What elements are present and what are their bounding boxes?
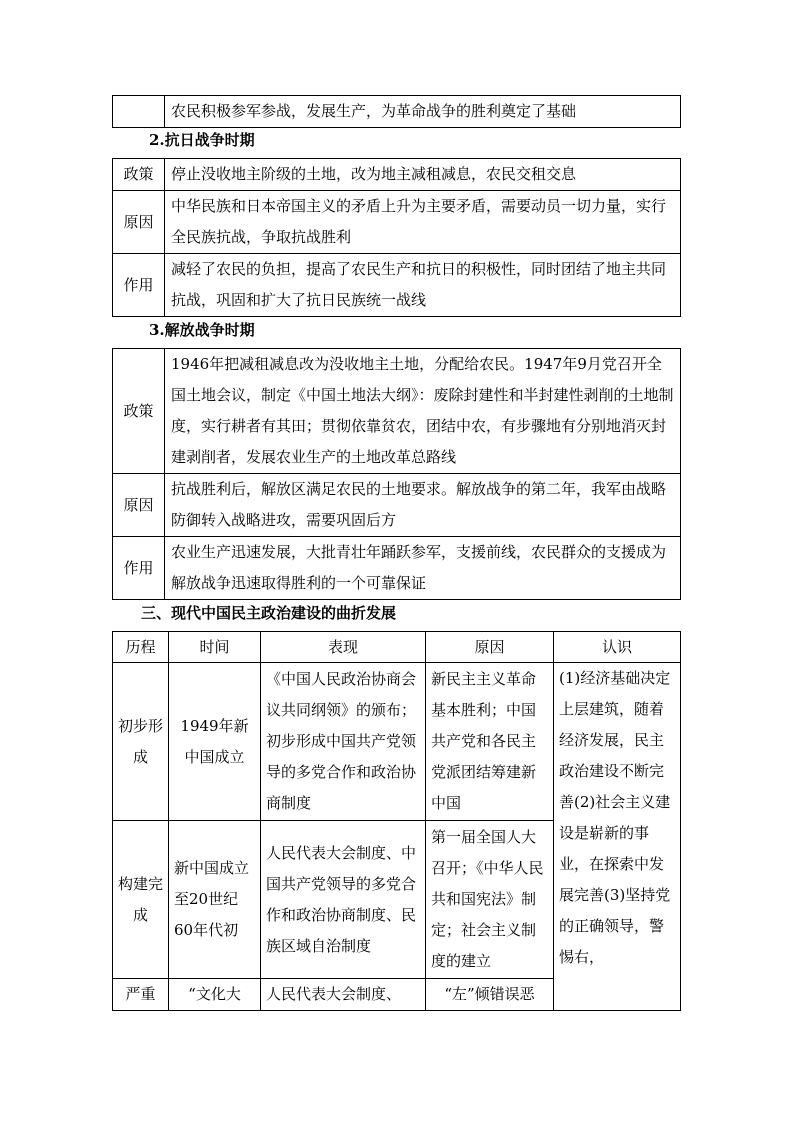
reason-cell: 新民主主义革命基本胜利；中国共产党和各民主党派团结筹建新中国: [426, 663, 554, 821]
time-cell: 1949年新中国成立: [169, 663, 261, 821]
row-label: 原因: [113, 474, 165, 537]
row-label: 政策: [113, 349, 165, 474]
row-text: 1946年把减租减息改为没收地主土地，分配给农民。1947年9月党召开全国土地会议，制定《中国土地法大纲》：废除封建性和半封建性剥削的土地制度，实行耕者有其田；贯彻依靠贫农，团结中农，有步骤地有分别地消灭封建剥削者，发展农业生产的土地改革总路线: [165, 349, 681, 474]
section-title-democracy: 三、现代中国民主政治建设的曲折发展: [141, 604, 397, 622]
section-title-anti-japanese-war: 2.抗日战争时期: [149, 131, 255, 149]
column-header: 认识: [554, 632, 681, 663]
table-democracy-development: [112, 631, 681, 1011]
time-cell: 新中国成立至20世纪60年代初: [169, 821, 261, 979]
table-land-policy-previous: [112, 95, 681, 128]
row-text: 农业生产迅速发展，大批青壮年踊跃参军，支援前线，农民群众的支援成为解放战争迅速取得胜利的一个可靠保证: [165, 537, 681, 600]
table-row: [113, 349, 681, 474]
reason-cell: “左”倾错误恶: [426, 979, 554, 1011]
table-row: [113, 254, 681, 317]
column-header: 历程: [113, 632, 169, 663]
row-text: 农民积极参军参战，发展生产，为革命战争的胜利奠定了基础: [165, 96, 681, 128]
row-label: 作用: [113, 537, 165, 600]
table-header-row: [113, 632, 681, 663]
row-text: 停止没收地主阶级的土地，改为地主减租减息，农民交租交息: [165, 159, 681, 191]
time-cell: “文化大: [169, 979, 261, 1011]
table-row: [113, 159, 681, 191]
performance-cell: 《中国人民政治协商会议共同纲领》的颁布；初步形成中国共产党领导的多党合作和政治协商制度: [261, 663, 426, 821]
row-text: 抗战胜利后，解放区满足农民的土地要求。解放战争的第二年，我军由战略防御转入战略进攻，需要巩固后方: [165, 474, 681, 537]
table-row: [113, 96, 681, 128]
column-header: 原因: [426, 632, 554, 663]
stage-cell: 初步形成: [113, 663, 169, 821]
performance-cell: 人民代表大会制度、: [261, 979, 426, 1011]
table-anti-japanese-war: [112, 158, 681, 317]
section-title-liberation-war: 3.解放战争时期: [149, 321, 255, 339]
empty-label-cell: [113, 96, 165, 128]
column-header: 时间: [169, 632, 261, 663]
row-text: 中华民族和日本帝国主义的矛盾上升为主要矛盾，需要动员一切力量，实行全民族抗战，争取抗战胜利: [165, 191, 681, 254]
performance-cell: 人民代表大会制度、中国共产党领导的多党合作和政治协商制度、民族区域自治制度: [261, 821, 426, 979]
column-header: 表现: [261, 632, 426, 663]
row-text: 减轻了农民的负担，提高了农民生产和抗日的积极性，同时团结了地主共同抗战，巩固和扩大了抗日民族统一战线: [165, 254, 681, 317]
stage-cell: 构建完成: [113, 821, 169, 979]
table-row: [113, 537, 681, 600]
table-row: [113, 191, 681, 254]
insight-cell: (1)经济基础决定上层建筑，随着经济发展，民主政治建设不断完善(2)社会主义建设是崭新的事业，在探索中发展完善(3)坚持党的正确领导，警惕右，: [554, 663, 681, 1011]
table-liberation-war: [112, 348, 681, 600]
row-label: 作用: [113, 254, 165, 317]
row-label: 政策: [113, 159, 165, 191]
row-label: 原因: [113, 191, 165, 254]
stage-cell: 严重: [113, 979, 169, 1011]
table-row: [113, 474, 681, 537]
table-row: [113, 663, 681, 821]
reason-cell: 第一届全国人大召开；《中华人民共和国宪法》制定；社会主义制度的建立: [426, 821, 554, 979]
